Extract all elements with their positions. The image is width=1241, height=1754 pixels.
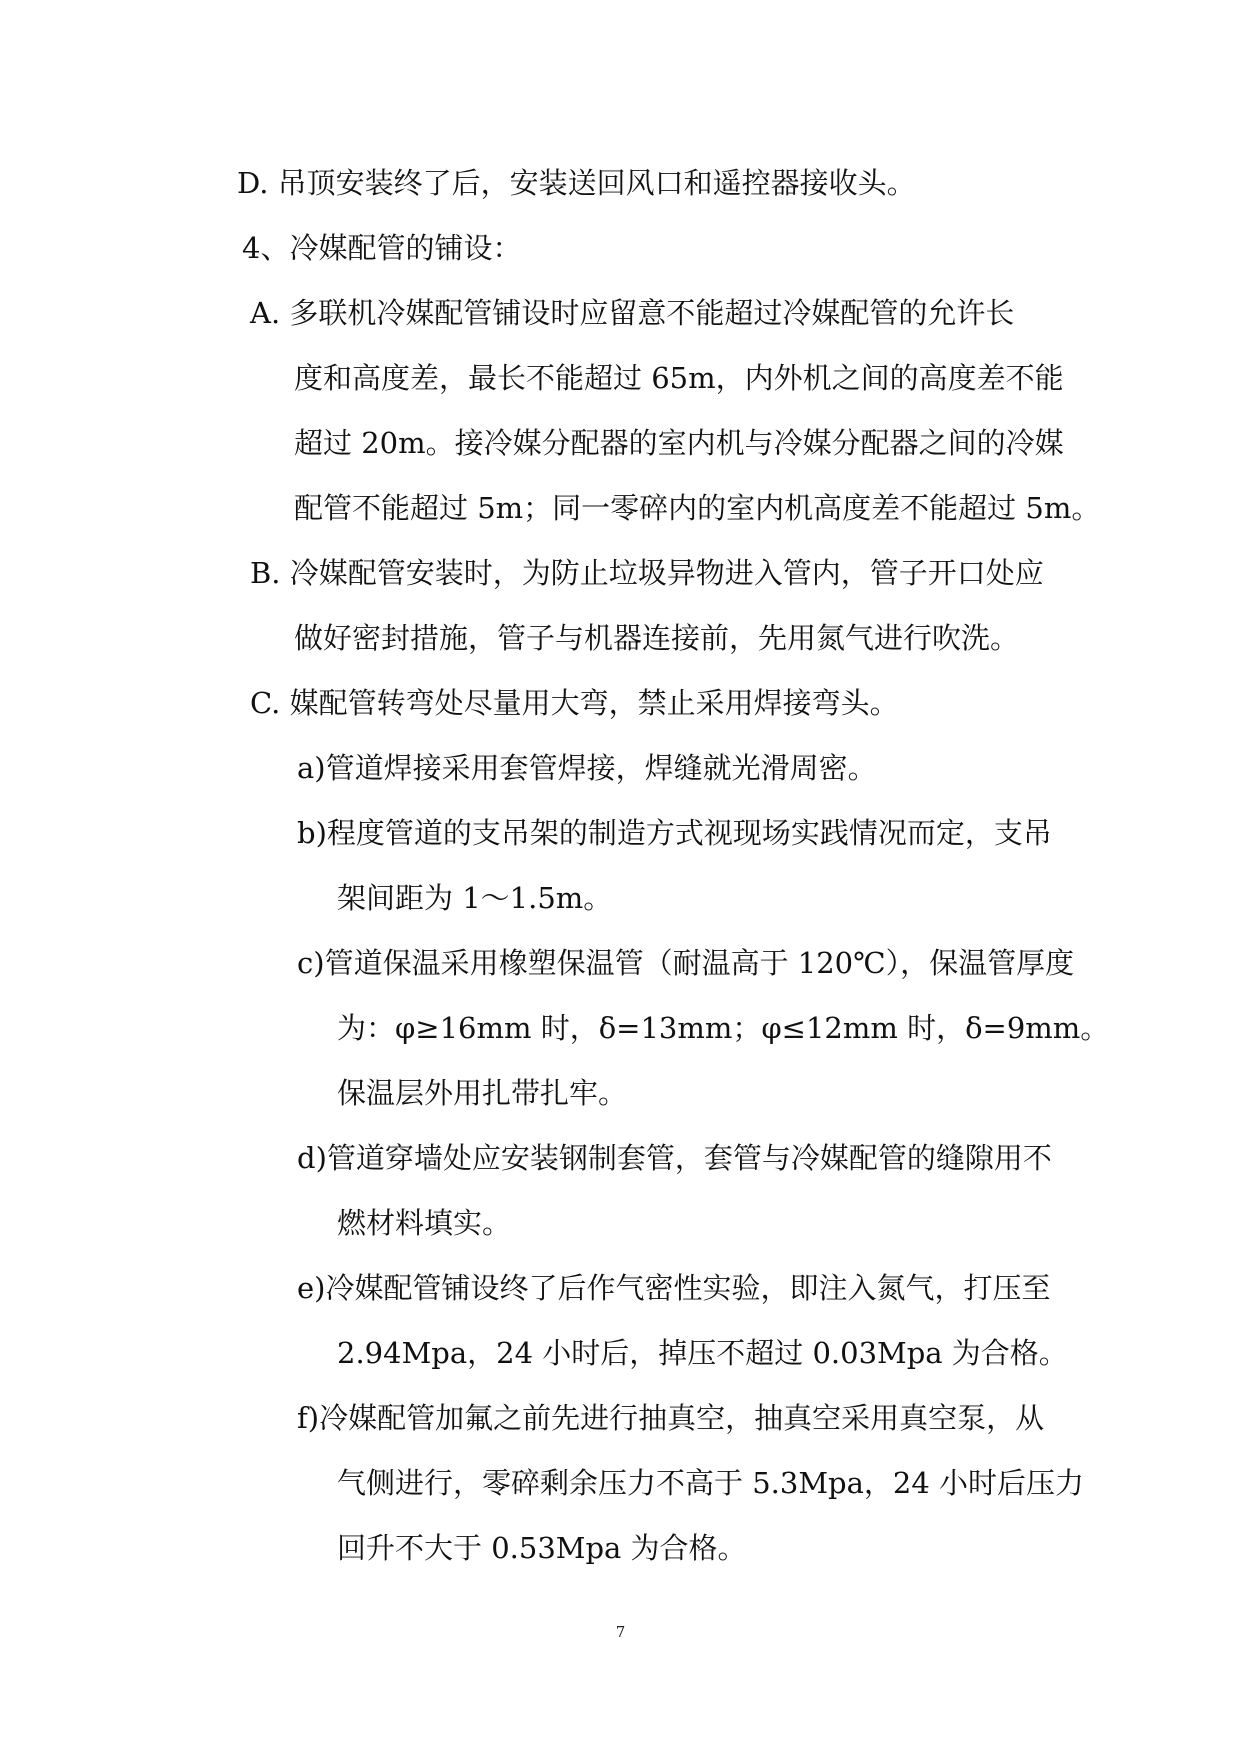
item-text: 媒配管转弯处尽量用大弯，禁止采用焊接弯头。 <box>289 686 899 720</box>
item-a-continued <box>294 423 1064 463</box>
subitem-c <box>297 943 1074 983</box>
subitem-e <box>297 1268 1051 1308</box>
item-text: 配管不能超过 5m；同一零碎内的室内机高度差不能超过 5m。 <box>294 491 1101 525</box>
subitem-label: d) <box>297 1141 327 1175</box>
item-c <box>250 683 899 723</box>
subitem-label: e) <box>297 1271 326 1305</box>
subitem-text: 管道焊接采用套管焊接，焊缝就光滑周密。 <box>325 751 877 785</box>
item-text: 超过 20m。接冷媒分配器的室内机与冷媒分配器之间的冷媒 <box>294 426 1064 460</box>
subitem-label: b) <box>297 816 327 850</box>
item-text: 吊顶安装终了后，安装送回风口和遥控器接收头。 <box>277 166 916 200</box>
subitem-d-continued <box>337 1203 511 1243</box>
section-heading-4 <box>242 228 521 268</box>
page-number: 7 <box>615 1623 626 1641</box>
subitem-a <box>297 748 877 788</box>
subitem-text: 气侧进行，零碎剩余压力不高于 5.3Mpa，24 小时后压力 <box>337 1466 1085 1500</box>
subitem-label: f) <box>297 1401 320 1435</box>
item-text: 做好密封措施，管子与机器连接前，先用氮气进行吹洗。 <box>294 621 1020 655</box>
section-title: 冷媒配管的铺设： <box>289 231 522 265</box>
subitem-text: 为：φ≥16mm 时，δ=13mm；φ≤12mm 时，δ=9mm。 <box>337 1011 1110 1045</box>
subitem-text: 冷媒配管铺设终了后作气密性实验，即注入氮气，打压至 <box>325 1271 1051 1305</box>
subitem-text: 管道保温采用橡塑保温管（耐温高于 120℃），保温管厚度 <box>324 946 1075 980</box>
item-text: 多联机冷媒配管铺设时应留意不能超过冷媒配管的允许长 <box>289 296 1015 330</box>
subitem-f-continued <box>337 1528 747 1568</box>
item-b <box>250 553 1044 593</box>
subitem-b-continued <box>337 878 612 918</box>
item-a-continued <box>294 358 1064 398</box>
subitem-text: 架间距为 1～1.5m。 <box>337 881 613 915</box>
item-a <box>250 293 1014 333</box>
subitem-f <box>297 1398 1044 1438</box>
subitem-text: 管道穿墙处应安装钢制套管，套管与冷媒配管的缝隙用不 <box>326 1141 1052 1175</box>
item-label: A. <box>250 296 281 330</box>
subitem-c-continued <box>337 1073 627 1113</box>
subitem-text: 保温层外用扎带扎牢。 <box>337 1076 628 1110</box>
subitem-text: 程度管道的支吊架的制造方式视现场实践情况而定，支吊 <box>326 816 1052 850</box>
item-d <box>237 163 916 203</box>
item-label: D. <box>237 166 269 200</box>
subitem-e-continued <box>337 1333 1068 1373</box>
subitem-b <box>297 813 1052 853</box>
section-number: 4、 <box>242 231 290 265</box>
subitem-text: 回升不大于 0.53Mpa 为合格。 <box>337 1531 747 1565</box>
item-label: C. <box>250 686 281 720</box>
item-text: 度和高度差，最长不能超过 65m，内外机之间的高度差不能 <box>294 361 1064 395</box>
subitem-text: 燃材料填实。 <box>337 1206 512 1240</box>
item-text: 冷媒配管安装时，为防止垃圾异物进入管内，管子开口处应 <box>289 556 1044 590</box>
subitem-d <box>297 1138 1052 1178</box>
item-b-continued <box>294 618 1019 658</box>
subitem-c-continued <box>337 1008 1109 1048</box>
subitem-label: c) <box>297 946 325 980</box>
subitem-f-continued <box>337 1463 1084 1503</box>
subitem-text: 2.94Mpa，24 小时后，掉压不超过 0.03Mpa 为合格。 <box>337 1336 1068 1370</box>
subitem-label: a) <box>297 751 326 785</box>
subitem-text: 冷媒配管加氟之前先进行抽真空，抽真空采用真空泵，从 <box>319 1401 1045 1435</box>
item-a-continued <box>294 488 1100 528</box>
item-label: B. <box>250 556 281 590</box>
